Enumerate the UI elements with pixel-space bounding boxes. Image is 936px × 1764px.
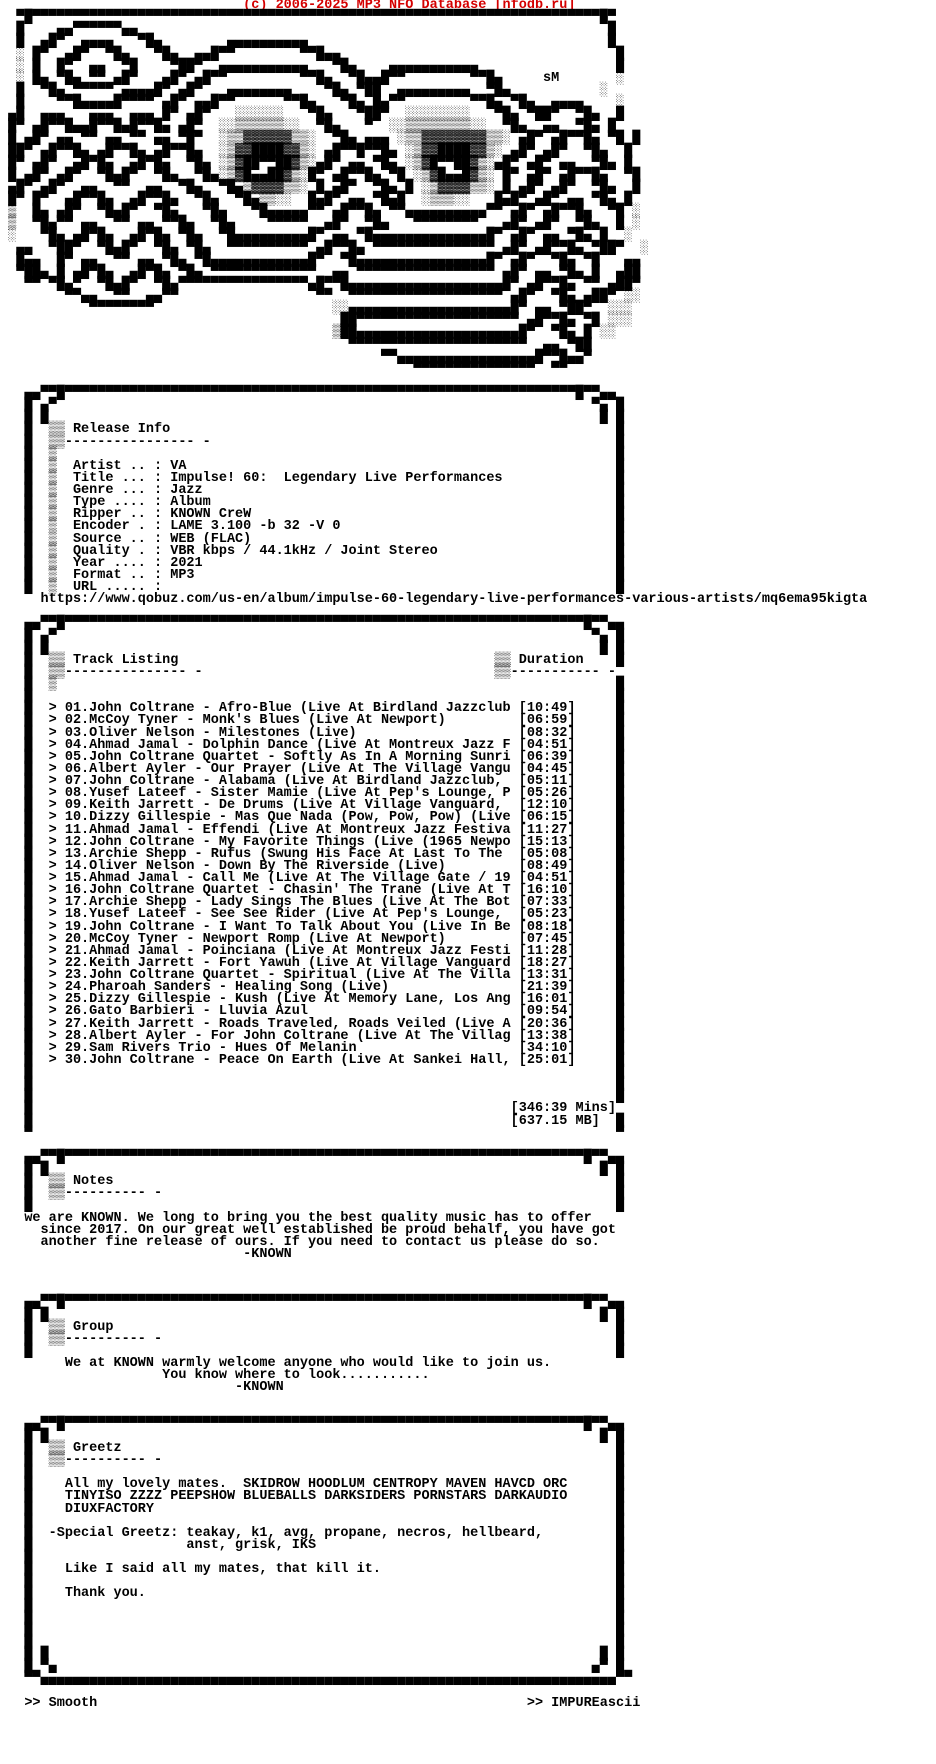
nfo-line: ▀▀▀▀▀▀▀▀▀▀▀▀▀▀▀▀▀▀▀▀▀▀ ▄▄ ▀██ xyxy=(0,337,592,353)
nfo-line: █ █ xyxy=(0,1574,625,1590)
nfo-line: ▀▀▀▀▀▀▀▀▀▀▀▀▀▀▀ ▀▀ xyxy=(0,361,568,377)
nfo-line: █ -Special Greetz: teakay, k1, avg, propane, necros, hellbeard, █ xyxy=(0,1525,625,1541)
nfo-line: █ > 03.Oliver Nelson - Milestones (Live) [08:32] █ xyxy=(0,725,625,741)
nfo-line: ▄▄▀▀█▀▀▀▀▀▀▀▀▀▀▀▀▀▀▀▀▀▀▀▀▀▀▀▀▀▀▀▀▀▀▀▀▀▀▀▀▀▀▀▀▀▀▀▀▀▀▀▀▀▀▀▀▀▀▀▀▀▀▀▀▀▀▀▀█▀▀▄▄ xyxy=(0,1149,625,1165)
nfo-line: █ > 30.John Coltrane - Peace On Earth (Live At Sankei Hall, [25:01] █ xyxy=(0,1052,625,1068)
nfo-line: ▄▄▀▀█▀▀▀▀▀▀▀▀▀▀▀▀▀▀▀▀▀▀▀▀▀▀▀▀▀▀▀▀▀▀▀▀▀▀▀▀▀▀▀▀▀▀▀▀▀▀▀▀▀▀▀▀▀▀▀▀▀▀▀▀▀▀▀█▀▀▄▄ xyxy=(0,386,617,401)
nfo-line: ▄█▀ ▄█▀ ▄▄ ▀▀ ▄▄ ▀█▄ ▀█▄▒▓▓▓▓▒▒░ █ ▄█▀ ▀█▄ █ ░▒▓▓▓▓▒▒░ █ ▄█▀ ▄█▀ ▀█▄ █ xyxy=(0,179,641,195)
nfo-line: ▄▄ ▀██▀ ▀█▄█▀ ▀█▄ ▀█▄ ▀▀▀▀▀▀▀▀▀▀ ▄█▀▀█▄ ▀▀▀▀▀▀▀▀▀▀▀▀▀▀▀ ▄█▀ ▄█▀▀█▄ ▀██▀ ░ xyxy=(0,240,649,256)
nfo-line: █▀ █▀ ▄█▀▀█▄ ▄█▀▀█▄ ▀█▄ ▀█▄▒▒░░ █▄█▀ ▄▄ ▀█▄█ ░▒▒▒░░ █▄█▀ ▄█▀ ▄▄ ▀█▄ █ xyxy=(0,192,633,207)
nfo-line: █ > 12.John Coltrane - My Favorite Things (Live (1965 Newpo [15:13] █ xyxy=(0,834,625,850)
nfo-line: █ ▒▒ Greetz █ xyxy=(0,1440,625,1456)
nfo-line: █ █ xyxy=(0,1465,625,1481)
nfo-line: █ ▒ Artist .. : VA █ xyxy=(0,458,625,474)
nfo-line: █ > 16.John Coltrane Quartet - Chasin' The Trane (Live At T [16:10] █ xyxy=(0,883,625,899)
nfo-line: █ Like I said all my mates, that kill it. █ xyxy=(0,1562,625,1578)
nfo-line: █▀ ▄█▀ ▄█▀█▄ ▄█▀█▄ ▀█▄ ░▒▓██▀▀██▓▒░▄█▀ ▄▄ ▀█▄ ░▒▓█▀▀██▓▒░▄█▀ ▄█▀ ▄▄ ▀█▄ █ xyxy=(0,155,633,171)
nfo-line: █ > 08.Yusef Lateef - Sister Mamie (Live At Pep's Lounge, P [05:26] █ xyxy=(0,786,625,802)
nfo-line: ░ █ █▀ ▄▄ ▀█ ▀██▀ ▄▄▄▄▄▄▄▄▄▄▄ ▀█▄ ▄▄▄▄▄▄▄▄▄▄▄ █ xyxy=(0,58,625,74)
nfo-line: █ > 25.Dizzy Gillespie - Kush (Live At Memory Lane, Los Ang [16:01] █ xyxy=(0,992,625,1008)
nfo-line: █ ▀▀█▄▄▄▄█▀▀▀▀ ▄█▀ ▄▄█▀▀ ▀▀█▄ ▀█▄ █▄▀▀ ▀▀█▄ ▀█▄ ▄▄▄▄ ░ xyxy=(0,95,625,110)
nfo-line: █ ▒ Genre ... : Jazz █ xyxy=(0,483,625,498)
nfo-line: █ █ xyxy=(0,1598,625,1614)
nfo-line: ▄▄▀▀█▀▀▀▀▀▀▀▀▀▀▀▀▀▀▀▀▀▀▀▀▀▀▀▀▀▀▀▀▀▀▀▀▀▀▀▀▀▀▀▀▀▀▀▀▀▀▀▀▀▀▀▀▀▀▀▀▀▀▀▀▀▀▀▀█▀▀▄▄ xyxy=(0,1295,625,1311)
nfo-body xyxy=(0,10,867,1710)
nfo-line: another fine release of ours. If you need to contact us please do so. xyxy=(0,1234,600,1250)
nfo-line: █ > 10.Dizzy Gillespie - Mas Que Nada (Pow, Pow, Pow) (Live [06:15] █ xyxy=(0,810,625,826)
nfo-line: ▒ █▄ ▄█▀ ▀█▄█▀ ▀█▄ ▀█▄ ▀█▄▄▄▄▄▀▀ ▄█▀▀█▄ ▀▀▄▄▄▄▄▄▄▄▄▄▀▀ ▄█▀ ▄█▀▀█▄ ▀█ ░ xyxy=(0,204,641,220)
nfo-line: █ > 14.Oliver Nelson - Down By The Riverside (Live) [08:49] █ xyxy=(0,858,625,874)
nfo-line: ▒ ▀█▄▀▀ ▄▄ ▀▀ ▄▄ ▀▀█▄ ▀█▄ ▀▀▀▀▀ ▄█▀ ▀█▄ ▀▀▀▀▀▀▀▀ ▄█▀ ▄█▀ ▀█▄ █ ░ xyxy=(0,216,641,232)
nfo-line: https://www.qobuz.com/us-en/album/impulse-60-legendary-live-performances-various-artists/mq6ema95kigta xyxy=(0,592,868,608)
nfo-line: █ > 01.John Coltrane - Afro-Blue (Live At Birdland Jazzclub [10:49] █ xyxy=(0,701,625,717)
nfo-line: █ ▒ Title ... : Impulse! 60: Legendary Live Performances █ xyxy=(0,470,625,486)
nfo-line: █ Thank you. █ xyxy=(0,1586,625,1602)
nfo-line: █ █ █ █ xyxy=(0,1162,625,1177)
nfo-line: █ █ █ █ xyxy=(0,1307,625,1323)
nfo-line: ▄▄▀▀█▀▀▀▀▀▀▀▀▀▀▀▀▀▀▀▀▀▀▀▀▀▀▀▀▀▀▀▀▀▀▀▀▀▀▀▀▀▀▀▀▀▀▀▀▀▀▀▀▀▀▀▀▀▀▀▀▀▀▀▀▀▀▀▀█▀▀▄▄ xyxy=(0,616,625,632)
nfo-line: ▀ ▀ xyxy=(0,1125,625,1141)
nfo-line: █ ▒ Year .... : 2021 █ xyxy=(0,555,625,571)
nfo-line: █ █ xyxy=(0,1610,625,1626)
nfo-line: █ ▄▀ ▀▄ █ xyxy=(0,398,625,414)
nfo-line: █ > 07.John Coltrane - Alabama (Live At Birdland Jazzclub, [05:11] █ xyxy=(0,774,625,789)
nfo-line: █ [346:39 Mins] xyxy=(0,1101,617,1117)
nfo-line: ▀▀▀▀▀▀▀▀ ░░▄▄▄▄▄▄▄▄▄▄▄▄▄▄▄▄▄▄▄▄█▀ ▄▄ ▀██▀ ░░░ xyxy=(0,301,633,317)
nfo-line: █ █ xyxy=(0,689,625,705)
nfo-line: █ █ xyxy=(0,1343,625,1359)
nfo-line: █ ▒ █ xyxy=(0,677,625,692)
nfo-line: █ ▒ █ xyxy=(0,446,625,462)
nfo-line: █ > 26.Gato Barbieri - Lluvia Azul [09:54] █ xyxy=(0,1004,625,1020)
nfo-line: -KNOWN xyxy=(0,1246,292,1262)
nfo-line: █ ▀▄ ▄▀ █ xyxy=(0,1659,625,1675)
nfo-line: █ █ xyxy=(0,1634,625,1650)
nfo-line: █ > 11.Ahmad Jamal - Effendi (Live At Montreux Jazz Festiva [11:27] █ xyxy=(0,822,625,838)
nfo-line: █ █ xyxy=(0,1550,625,1565)
nfo-line: █ > 13.Archie Shepp - Rufus (Swung His Face At Last To The [05:08] █ xyxy=(0,846,625,862)
nfo-line: You know where to look........... xyxy=(0,1368,430,1384)
nfo-line: We at KNOWN warmly welcome anyone who would like to join us. xyxy=(0,1356,552,1371)
nfo-line: █ All my lovely mates. SKIDROW HOODLUM CENTROPY MAVEN HAVCD ORC █ xyxy=(0,1477,625,1493)
nfo-line: █ [637.15 MB] █ xyxy=(0,1113,625,1129)
nfo-line: █ █ xyxy=(0,1198,625,1214)
nfo-line: ▀█▀▀▀▀▀▀▀▀▀▀▀▀▀▀▀▀▀▀▀▀▀▀▀▀▀▀▀▀▀▀▀▀▀▀▀▀▀▀▀▀▀▀▀▀▀▀▀▀▀▀▀▀▀▀▀▀▀▀▀▀▀▀▀▀▀▀▀▀▀▀█▀ xyxy=(0,10,617,26)
nfo-line: -KNOWN xyxy=(0,1380,284,1396)
nfo-line: █ ▒ Encoder . : LAME 3.100 -b 32 -V 0 █ xyxy=(0,519,625,535)
nfo-line: ░ █▀ ▄█▀ ▀█▄ ▀█▄ ▄▄█▀▀ ▀▀█▄▄ █ xyxy=(0,46,625,62)
nfo-line: █ █ xyxy=(0,1513,625,1529)
nfo-line: █ ▒▒---------- - █ xyxy=(0,1453,625,1468)
nfo-line: █ > 15.Ahmad Jamal - Call Me (Live At The Village Gate / 19 [04:51] █ xyxy=(0,871,625,886)
nfo-line: █▀ ▄█▀▀█▄▄█▀▀█▄█▀▀█▄ ▄█▀ ░░▒▒▒▒▒▒░░ ▀█▄ ▀ ░░▒▒▒▒▒▒▒▒░░ ▀█▄ ▄▄ ▀█▄ █ xyxy=(0,119,617,135)
nfo-line: █ ▒ Format .. : MP3 █ xyxy=(0,567,625,583)
nfo-line: █ > 23.John Coltrane Quartet - Spiritual (Live At The Villa [13:31] █ xyxy=(0,968,625,983)
nfo-line: █ ▒▒ Notes █ xyxy=(0,1174,625,1190)
nfo-line: ░ █▄ ▀█▄ ▀▀ ▄█▀ ▄█▀ ▄█▀▀ ▀▀█▄ ▀█▄▄█▀▀ ▀▀█▄ sM ░ xyxy=(0,70,625,86)
nfo-line: █ █ xyxy=(0,1065,625,1080)
nfo-line: █ > 24.Pharoah Sanders - Healing Song (Live) [21:39] █ xyxy=(0,980,625,996)
nfo-line: █ ▄█▀ ▄█▀ ▀█▄█▀ ▀█▄ ▀█▄░▒▓█▄▄██▓▒░█▀ ▄█▀▀█▄ ▀█ ░▒▓█▄▄█▓▒░ █▀ ▄█▀ ▄█▀▀█▄ ▀█ xyxy=(0,167,641,183)
nfo-line: █ ▒ Ripper .. : KNOWN CreW █ xyxy=(0,507,625,523)
nfo-line: █ ▒▒ Release Info █ xyxy=(0,422,625,438)
nfo-line: █ ▄▄▀▀▀▀▀▀▄▄ █ xyxy=(0,22,617,38)
nfo-line: ▀▀ ▀█▄▀ ▀█▄█▀ ▀█▄▀▀▀▀▀▀▀▀▀▀▀▀▀▀▀▀▄█▀▀█▄▄▄▄▄▄▄▄▄▄▄▄▄▄▄▄▄▄▄█▀ ▄█▀▀█▄ ▀▀ ▄██▀ xyxy=(0,276,641,292)
nfo-line: █ > 22.Keith Jarrett - Fort Yawuh (Live At Village Vanguard [18:27] █ xyxy=(0,955,625,971)
nfo-line: █ ▒▒ Track Listing ▒▒ Duration █ xyxy=(0,652,625,668)
nfo-line: █▄▄ █▀ ▄▄ ▀▀ ▄▄ ▀█▄ ▀█▄▄▄▄▄▄▄▄▄▄▄▄█▀ ▀█▄▄▄▄▄▄▄▄▄▄▄▄▄▄▄▄█▀ ▄█▀ ▀█▄ ▀█ ▄▄ xyxy=(0,252,641,268)
nfo-line: >> Smooth >> IMPUREascii xyxy=(0,1695,641,1711)
nfo-line: █ █ xyxy=(0,1077,625,1093)
nfo-line: ▀▀▄▄▄▄▄▄▄▄▄▄▄▄▄▄▄▄▄█▀▀█▄▄▀ xyxy=(0,349,592,365)
nfo-line: █ █ █ █ xyxy=(0,1428,625,1444)
nfo-line: █ ▄▀ ▀▄ █ xyxy=(0,628,625,644)
nfo-line: █ ▒▒ Group █ xyxy=(0,1319,625,1335)
nfo-line: █ > 09.Keith Jarrett - De Drums (Live At Village Vanguard, [12:10] █ xyxy=(0,798,625,814)
nfo-line: █ > 21.Ahmad Jamal - Poinciana (Live At Montreux Jazz Festi [11:28] █ xyxy=(0,943,625,959)
nfo-line: ▒██▄▄▄▄▄▄▄▄▄▄▄▄▄▄▄▄▄▄▄▄█▀ ▀█▄ █ ░░ xyxy=(0,325,617,341)
nfo-line: █ > 28.Albert Ayler - For John Coltrane (Live At The Villag [13:38] █ xyxy=(0,1028,625,1044)
nfo-line: ░ ▀█▄ ▄█▀█▄ ▄█▀█▄ ▀█▄ ▀█▄▄▄▄▄▄▄▄▄█▀ ▄▄ ▀█▄▄▄▄▄▄▄▄▄▄▄▄▄▄█▀ ▄█▀ ▄▄ ▀█▄ █ ░ xyxy=(0,228,633,244)
nfo-line: █ ▒ Source .. : WEB (FLAC) █ xyxy=(0,531,625,547)
nfo-line: █ █ xyxy=(0,1622,625,1638)
nfo-line: █ ▀█▄ ▀▀▀▀▀ ▄▄▄▄█▀ ▄█▀ ▄▄▄▄▄▄▄▄ ▀█▄ ▀██ ▄▄▄▄▄▄▄▄▄ ▀█▄ ░ xyxy=(0,82,608,98)
nfo-line: █ > 17.Archie Shepp - Lady Sings The Blues (Live At The Bot [07:33] █ xyxy=(0,895,625,911)
nfo-line: █ > 05.John Coltrane Quartet - Softly As In A Morning Sunri [06:39] █ xyxy=(0,749,625,765)
nfo-line: █ > 19.John Coltrane - I Want To Talk About You (Live In Be [08:18] █ xyxy=(0,919,625,935)
nfo-line: █ anst, grisk, IKS █ xyxy=(0,1537,625,1553)
nfo-line: ▀▀▄▄▄▄▄▄▄▄▄▄▄▄▄▄▄▄▄▄▄▄▄▄▄▄▄▄▄▄▄▄▄▄▄▄▄▄▄▄▄▄▄▄▄▄▄▄▄▄▄▄▄▄▄▄▄▄▄▄▄▄▄▄▄▄▄▄▄▄▄▄▄▀▀ xyxy=(0,1671,633,1687)
nfo-line: ██▀ ▄█▀▀█▄ ▄█▀▀█▄ ▄█▀▀█▄ ░▒▓▓████▓▓▒░ ▄█▀▀█▀▀█▄ ░▒▓▓████▓▓▒░ ▄█▀ ▄█▀ ▀█▄ █ xyxy=(0,143,633,159)
nfo-line: █ > 29.Sam Rivers Trio - Hues Of Melanin [34:10] █ xyxy=(0,1040,625,1056)
nfo-line: █ █ xyxy=(0,1089,625,1105)
nfo-line: █ █ █ █ xyxy=(0,640,625,656)
nfo-line: █ > 04.Ahmad Jamal - Dolphin Dance (Live At Montreux Jazz F [04:51] █ xyxy=(0,737,625,753)
nfo-line: since 2017. On our great well established be proud behalf, you have got xyxy=(0,1222,617,1238)
nfo-line: █ █ █ █ xyxy=(0,410,625,426)
nfo-line: █ █ █ █ xyxy=(0,1647,625,1662)
nfo-line: █ ▒ Type .... : Album █ xyxy=(0,495,625,511)
nfo-line: █ > 06.Albert Ayler - Our Prayer (Live At The Village Vangu [04:45] █ xyxy=(0,761,625,777)
nfo-line: █ > 27.Keith Jarrett - Roads Traveled, Roads Veiled (Live A [20:36] █ xyxy=(0,1016,625,1032)
nfo-line: █ ▒▒---------------- - █ xyxy=(0,434,625,450)
nfo-line: █ ▒▒--------------- - ▒▒----------- - xyxy=(0,664,617,680)
nfo-line: █ ▄█▀ ▄▄ ▀▀ ▄▄ ▀▀ ▄▄ ▀█▀ ░▒▒▓▓▓▓▓▓▒▒░ ▀█▄ ▄▄▄ ░▒▒▓▓▓▓▓▓▓▓▒▒░ ▄█▀ ▄█▀▀█▄ ▀█ █ xyxy=(0,131,641,147)
nfo-line: ▀██▄ █ ▄█▀█▄ ▄█▀█▄ ▀█▄ ▀▀▀▀▀▀▀▀▀▀▀▀▀ ▄▄ ▀▀▀▀▀▀▀▀▀▀▀▀▀▀▀▀▀ ▄█▀ ▄▄ ▀█▄ █ ▄██ xyxy=(0,264,641,280)
copyright-credit: (c) 2006-2025 MP3 NFO Database [nfodb.ru] xyxy=(0,0,576,13)
nfo-line: ██▀▀▀▀▀▀▀▀▀▀▀▀▀▀▀▀▀▀▀▀ ▄█▀▀█▄ ▀█ ░░░ xyxy=(0,313,633,329)
nfo-line: ▄█ ▄▄▄ ▄▄▄ ▄▄▄ █▀ ▄█▀ ░░░░░░ ▀█▄ ▀██▀ ░░░░░░░░ ▀█▄ ▀██▀ ▀█▄ █ xyxy=(0,107,625,123)
nfo-line: █ > 02.McCoy Tyner - Monk's Blues (Live At Newport) [06:59] █ xyxy=(0,713,625,729)
nfo-line: █ DIUXFACTORY █ xyxy=(0,1501,625,1517)
nfo-line: █ ▒▒---------- - █ xyxy=(0,1331,625,1347)
nfo-line: ▀▀▄▄ ▀▀ ▄▄▀▀ ▀▀ ▀▀▀▀▀▀▀▀▀▀▀▀▀▀▀▀▀▀▀ ▄█▀ ▀█▄ ▄██▀ ░░ xyxy=(0,289,641,304)
nfo-line: █ ▒▒---------- - █ xyxy=(0,1186,625,1202)
nfo-line: █ ▄█▀ ▄▄▄▄ ▀█▄ ▄▄▄▄▄▄▄▄▄▄ █ xyxy=(0,34,617,50)
nfo-line: █ ▒ URL ..... : █ xyxy=(0,580,625,595)
nfo-line: █ ▒ Quality . : VBR kbps / 44.1kHz / Joint Stereo █ xyxy=(0,543,625,559)
nfo-line: █ > 20.McCoy Tyner - Newport Romp (Live At Newport) [07:45] █ xyxy=(0,931,625,947)
nfo-line: █ > 18.Yusef Lateef - See See Rider (Live At Pep's Lounge, [05:23] █ xyxy=(0,907,625,923)
nfo-line: ▄▄▀▀█▀▀▀▀▀▀▀▀▀▀▀▀▀▀▀▀▀▀▀▀▀▀▀▀▀▀▀▀▀▀▀▀▀▀▀▀▀▀▀▀▀▀▀▀▀▀▀▀▀▀▀▀▀▀▀▀▀▀▀▀▀▀▀▀█▀▀▄▄ xyxy=(0,1416,625,1432)
nfo-line: █ TINYISO ZZZZ PEEPSHOW BLUEBALLS DARKSIDERS PORNSTARS DARKAUDIO █ xyxy=(0,1489,625,1505)
nfo-line: we are KNOWN. We long to bring you the best quality music has to offer xyxy=(0,1210,592,1226)
